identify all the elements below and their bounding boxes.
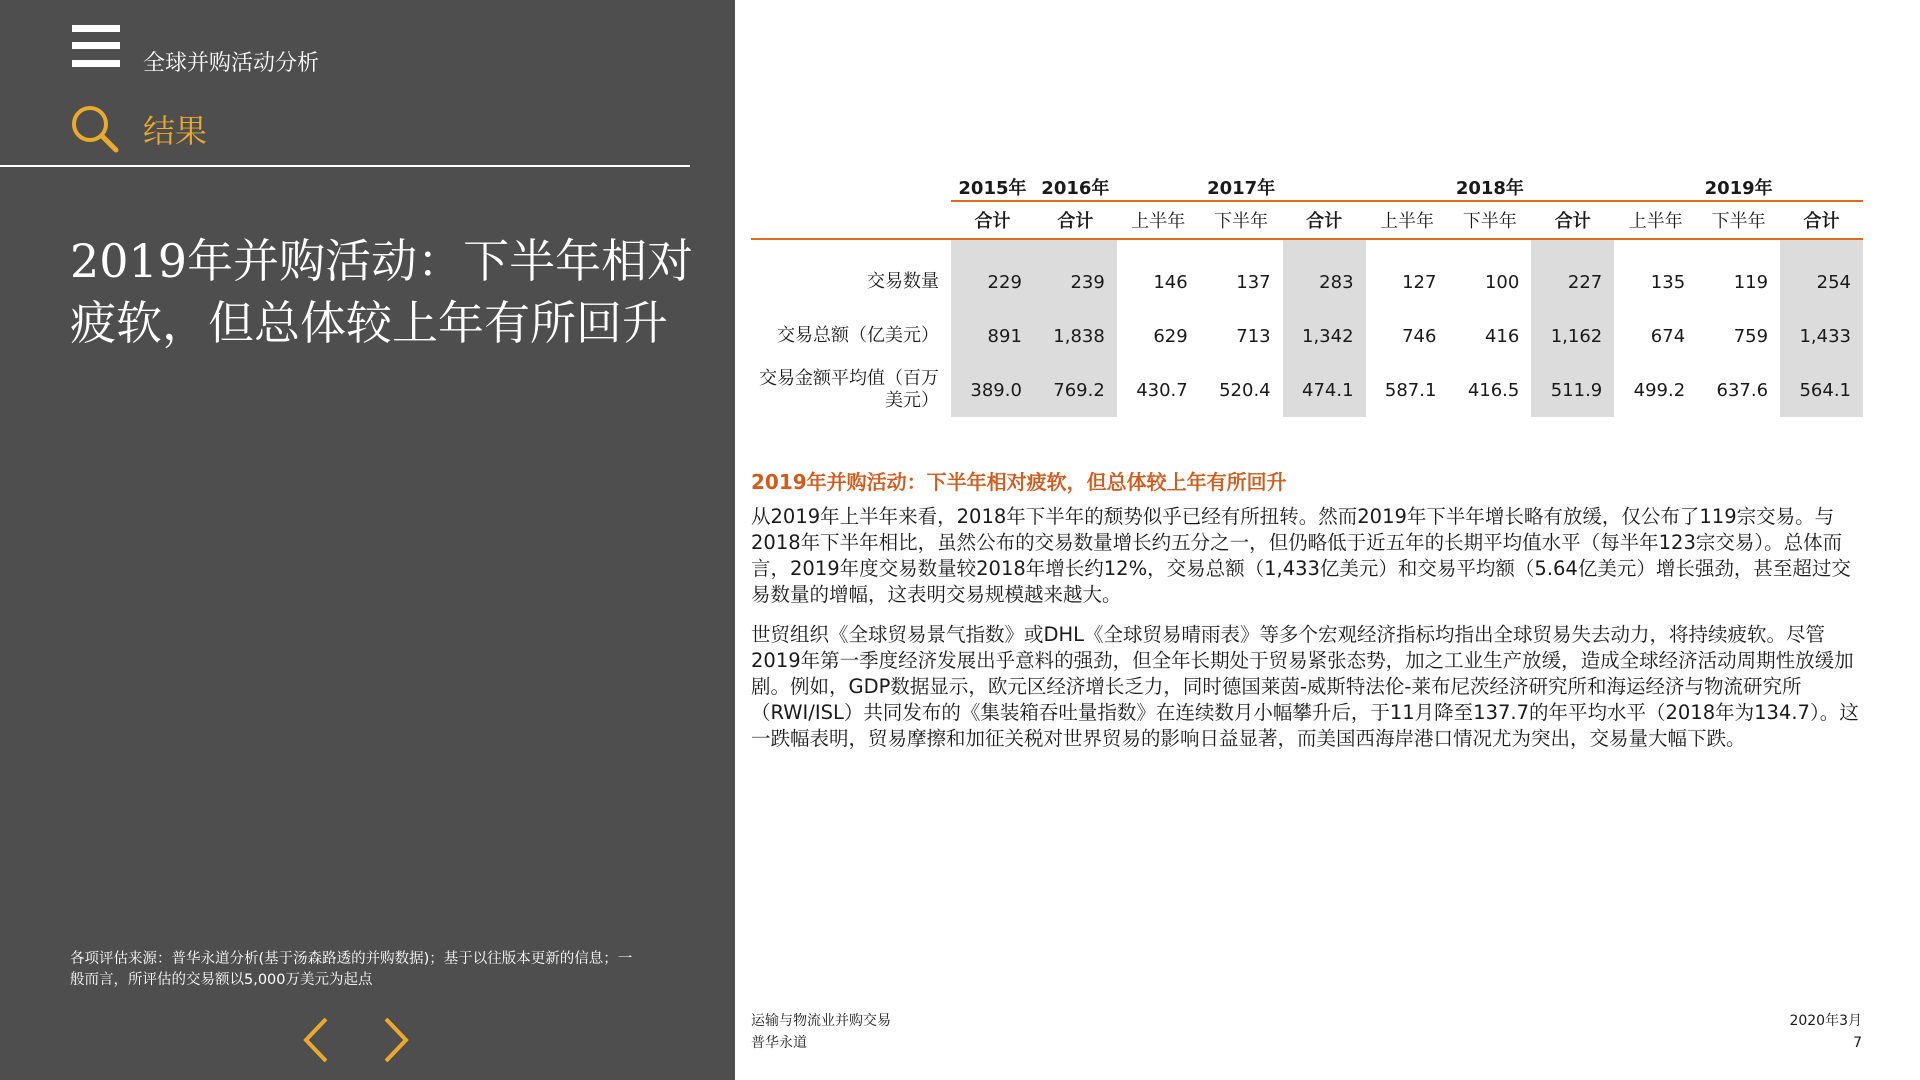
table-cell: 146 [1153, 271, 1188, 293]
table-cell: 283 [1283, 239, 1366, 309]
table-cell: 713 [1236, 325, 1271, 347]
table-cell: 474.1 [1283, 363, 1366, 417]
row-label: 交易数量 [867, 271, 939, 292]
table-cell: 891 [951, 309, 1034, 363]
row-label: 交易金额平均值（百万美元） [759, 368, 939, 411]
left-panel [0, 0, 735, 1080]
table-cell: 119 [1733, 271, 1769, 293]
table-cell: 127 [1402, 271, 1437, 293]
table-cell: 511.9 [1531, 363, 1614, 417]
table-cell: 629 [1153, 325, 1188, 347]
table-cell: 1,838 [1034, 309, 1117, 363]
table-cell: 759 [1733, 325, 1769, 347]
column-header: 合计 [1283, 201, 1366, 239]
search-icon[interactable] [70, 104, 120, 154]
table-cell: 674 [1650, 325, 1686, 347]
year-header: 2018年 [1366, 166, 1615, 201]
column-header: 合计 [1531, 201, 1614, 239]
column-header: 合计 [951, 201, 1034, 239]
table-cell: 227 [1531, 239, 1614, 309]
table-cell: 1,162 [1531, 309, 1614, 363]
column-header: 合计 [1034, 201, 1117, 239]
table-cell: 430.7 [1136, 379, 1188, 401]
next-arrow-icon[interactable] [374, 1015, 414, 1065]
table-row [751, 363, 1863, 417]
divider [0, 165, 690, 167]
table-cell: 637.6 [1716, 379, 1769, 401]
table-cell: 587.1 [1384, 379, 1437, 401]
table-cell: 239 [1034, 239, 1117, 309]
menu-title: 全球并购活动分析 [143, 51, 320, 76]
row-label: 交易总额（亿美元） [777, 325, 939, 346]
table-cell: 746 [1402, 325, 1437, 347]
table-cell: 100 [1484, 271, 1520, 293]
table-cell: 769.2 [1034, 363, 1117, 417]
table-cell: 416.5 [1467, 379, 1520, 401]
year-header: 2016年 [1034, 166, 1117, 201]
body-paragraph: 从2019年上半年来看，2018年下半年的颓势似乎已经有所扭转。然而2019年下半年增长略有放缓，仅公布了119宗交易。与2018年下半年相比，虽然公布的交易数量增长约五分之一，但仍略低于近五年的长期平均值水平（每半年123宗交易）。总体而言，2019年度交易数量较2018年增长约12%，交易总额（1,433亿美元）和交易平均额（5.64亿美元）增长强劲，甚至超过交易数量的增幅，这表明交易规模越来越大。 [751, 505, 1851, 606]
footer-report-title: 运输与物流业并购交易 [751, 1013, 891, 1029]
footer-right [1789, 1010, 1862, 1054]
page-title: 2019年并购活动：下半年相对疲软，但总体较上年有所回升 [70, 234, 694, 350]
table-cell: 389.0 [951, 363, 1034, 417]
table-cell: 137 [1236, 271, 1271, 293]
table-cell: 135 [1650, 271, 1686, 293]
body-paragraph: 世贸组织《全球贸易景气指数》或DHL《全球贸易晴雨表》等多个宏观经济指标均指出全球贸易失去动力，将持续疲软。尽管2019年第一季度经济发展出乎意料的强劲，但全年长期处于贸易紧张态势，加之工业生产放缓，造成全球经济活动周期性放缓加剧。例如，GDP数据显示，欧元区经济增长乏力，同时德国莱茵-威斯特法伦-莱布尼茨经济研究所和海运经济与物流研究所（RWI/ISL）共同发布的《集装箱吞吐量指数》在连续数月小幅攀升后，于11月降至137.7的年平均水平（2018年为134.7）。这一跌幅表明，贸易摩擦和加征关税对世界贸易的影响日益显著，而美国西海岸港口情况尤为突出，交易量大幅下跌。 [751, 623, 1859, 750]
year-header: 2019年 [1614, 166, 1863, 201]
table-row [751, 239, 1863, 309]
table-cell: 229 [951, 239, 1034, 309]
footer-date: 2020年3月 [1789, 1013, 1862, 1029]
table-row [751, 309, 1863, 363]
table-cell: 416 [1484, 325, 1520, 347]
year-header: 2017年 [1117, 166, 1366, 201]
table-cell: 1,433 [1780, 309, 1863, 363]
column-header: 上半年 [1117, 201, 1200, 239]
page-number: 7 [1853, 1035, 1862, 1051]
table-cell: 499.2 [1633, 379, 1686, 401]
menu-icon[interactable] [72, 25, 120, 67]
column-header: 合计 [1780, 201, 1863, 239]
year-header: 2015年 [951, 166, 1034, 201]
column-header: 下半年 [1697, 201, 1780, 239]
table-cell: 520.4 [1219, 379, 1271, 401]
table-cell: 254 [1780, 239, 1863, 309]
column-header: 下半年 [1448, 201, 1531, 239]
source-note: 各项评估来源：普华永道分析(基于汤森路透的并购数据)；基于以往版本更新的信息；一般而言，所评估的交易额以5,000万美元为起点 [70, 951, 633, 988]
column-header: 上半年 [1366, 201, 1449, 239]
column-header: 下半年 [1200, 201, 1283, 239]
prev-arrow-icon[interactable] [298, 1015, 338, 1065]
deal-stats-table [751, 166, 1863, 417]
table-cell: 1,342 [1283, 309, 1366, 363]
footer-left [751, 1010, 891, 1054]
column-header: 上半年 [1614, 201, 1697, 239]
footer-company: 普华永道 [751, 1035, 807, 1051]
table-cell: 564.1 [1780, 363, 1863, 417]
section-label: 结果 [143, 112, 208, 150]
section-heading: 2019年并购活动：下半年相对疲软，但总体较上年有所回升 [751, 470, 1287, 494]
